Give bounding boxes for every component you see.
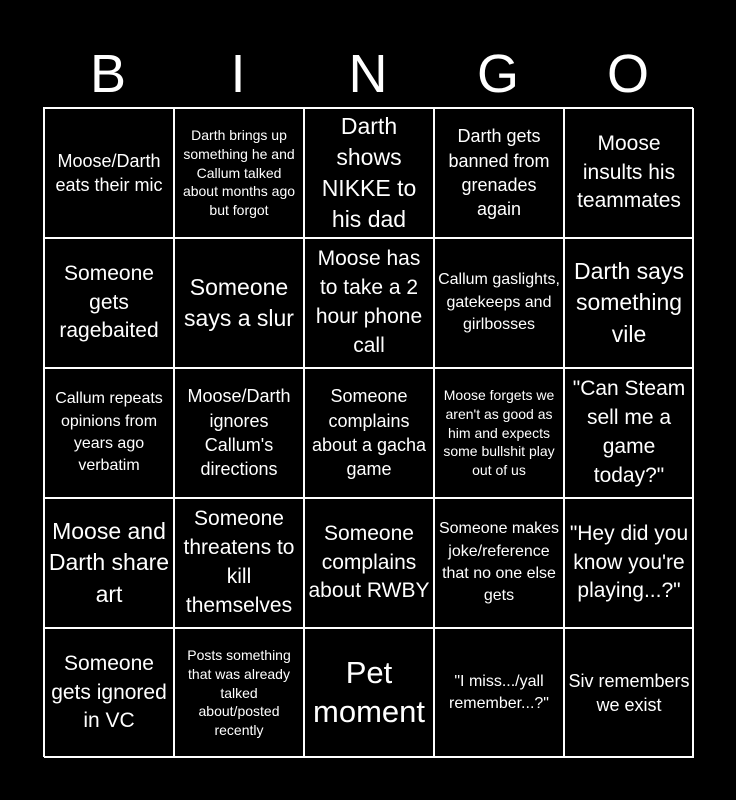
bingo-cell[interactable]: "Hey did you know you're playing...?" — [564, 498, 694, 628]
bingo-cell[interactable]: Pet moment — [304, 628, 434, 758]
bingo-card — [43, 107, 693, 757]
bingo-cell[interactable]: Someone gets ignored in VC — [44, 628, 174, 758]
bingo-cell[interactable]: Moose forgets we aren't as good as him and expects some bullshit play out of us — [434, 368, 564, 498]
bingo-cell[interactable]: Someone complains about RWBY — [304, 498, 434, 628]
bingo-cell[interactable]: Darth shows NIKKE to his dad — [304, 108, 434, 238]
header-letter-g: G — [476, 44, 519, 104]
bingo-cell[interactable]: Moose/Darth ignores Callum's directions — [174, 368, 304, 498]
bingo-cell[interactable]: Moose/Darth eats their mic — [44, 108, 174, 238]
bingo-cell[interactable]: Someone says a slur — [174, 238, 304, 368]
bingo-cell[interactable]: "I miss.../yall remember...?" — [434, 628, 564, 758]
header-letter-b: B — [89, 44, 127, 104]
bingo-cell[interactable]: "Can Steam sell me a game today?" — [564, 368, 694, 498]
bingo-cell[interactable]: Darth says something vile — [564, 238, 694, 368]
bingo-cell[interactable]: Moose insults his teammates — [564, 108, 694, 238]
bingo-cell[interactable]: Siv remembers we exist — [564, 628, 694, 758]
bingo-cell[interactable]: Someone gets ragebaited — [44, 238, 174, 368]
header-letter-n: N — [348, 44, 388, 104]
header-letter-i: I — [230, 44, 246, 104]
bingo-cell[interactable]: Someone complains about a gacha game — [304, 368, 434, 498]
bingo-cell[interactable]: Someone threatens to kill themselves — [174, 498, 304, 628]
bingo-cell[interactable]: Callum repeats opinions from years ago verbatim — [44, 368, 174, 498]
bingo-cell[interactable]: Posts something that was already talked about/posted recently — [174, 628, 304, 758]
bingo-header — [43, 40, 693, 108]
bingo-cell[interactable]: Darth brings up something he and Callum talked about months ago but forgot — [174, 108, 304, 238]
bingo-cell[interactable]: Moose has to take a 2 hour phone call — [304, 238, 434, 368]
header-letter-o: O — [606, 44, 649, 104]
bingo-cell[interactable]: Moose and Darth share art — [44, 498, 174, 628]
bingo-cell[interactable]: Callum gaslights, gatekeeps and girlbosses — [434, 238, 564, 368]
bingo-cell[interactable]: Darth gets banned from grenades again — [434, 108, 564, 238]
bingo-cell[interactable]: Someone makes joke/reference that no one else gets — [434, 498, 564, 628]
